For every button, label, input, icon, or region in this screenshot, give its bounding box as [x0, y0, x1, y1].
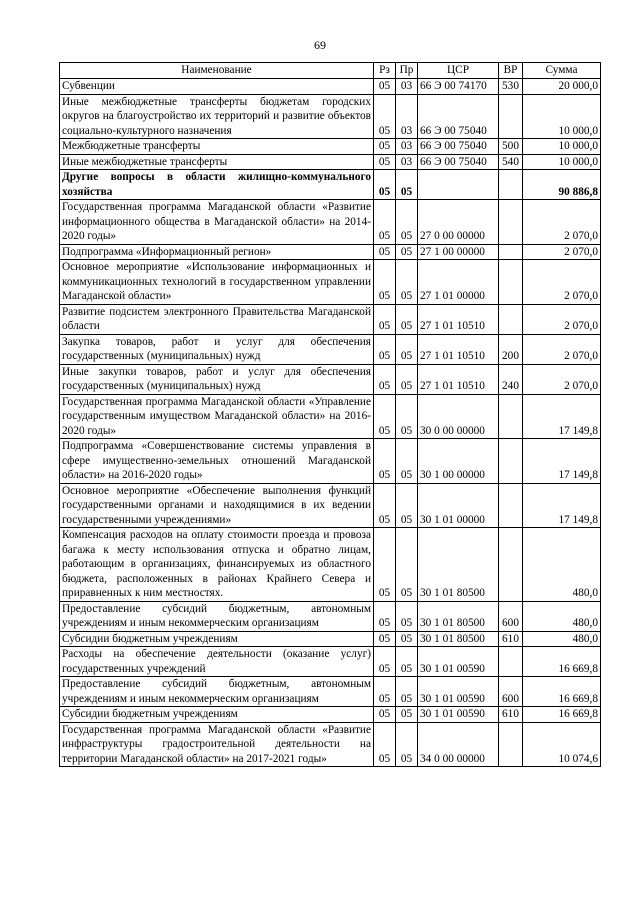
row-vr	[499, 200, 523, 245]
row-pr: 05	[396, 394, 418, 439]
row-sum: 17 149,8	[523, 439, 601, 484]
header-pr: Пр	[396, 63, 418, 79]
row-name: Государственная программа Магаданской области «Развитие информационного общества в Магаданской области» на 2014-2020 годы»	[60, 200, 374, 245]
row-csr	[418, 170, 499, 200]
row-csr: 30 1 00 00000	[418, 439, 499, 484]
header-rz: Рз	[374, 63, 396, 79]
row-pr: 03	[396, 139, 418, 155]
table-row	[60, 364, 601, 394]
row-rz: 05	[374, 601, 396, 631]
row-name: Предоставление субсидий бюджетным, автономным учреждениям и иным некоммерческим организациям	[60, 601, 374, 631]
row-sum: 16 669,8	[523, 647, 601, 677]
row-csr: 30 1 01 80500	[418, 528, 499, 602]
row-sum: 2 070,0	[523, 200, 601, 245]
row-vr	[499, 483, 523, 528]
row-vr	[499, 394, 523, 439]
row-pr: 05	[396, 260, 418, 305]
row-name: Иные закупки товаров, работ и услуг для обеспечения государственных (муниципальных) нужд	[60, 364, 374, 394]
row-sum: 90 886,8	[523, 170, 601, 200]
row-vr	[499, 244, 523, 260]
row-csr: 66 Э 00 75040	[418, 154, 499, 170]
row-vr: 500	[499, 139, 523, 155]
row-name: Субсидии бюджетным учреждениям	[60, 707, 374, 723]
table-row	[60, 439, 601, 484]
row-sum: 2 070,0	[523, 334, 601, 364]
row-name: Межбюджетные трансферты	[60, 139, 374, 155]
header-csr: ЦСР	[418, 63, 499, 79]
row-vr: 600	[499, 677, 523, 707]
row-csr: 27 0 00 00000	[418, 200, 499, 245]
row-sum: 480,0	[523, 601, 601, 631]
row-pr: 05	[396, 722, 418, 767]
row-pr: 05	[396, 528, 418, 602]
table-row	[60, 79, 601, 95]
table-row	[60, 244, 601, 260]
row-rz: 05	[374, 154, 396, 170]
row-pr: 03	[396, 94, 418, 139]
row-sum: 10 074,6	[523, 722, 601, 767]
row-rz: 05	[374, 528, 396, 602]
table-row	[60, 304, 601, 334]
row-pr: 05	[396, 170, 418, 200]
row-name: Государственная программа Магаданской области «Управление государственным имуществом Магаданской области» на 2016-2020 годы»	[60, 394, 374, 439]
row-csr: 30 0 00 00000	[418, 394, 499, 439]
budget-table	[59, 62, 601, 767]
row-pr: 05	[396, 601, 418, 631]
row-rz: 05	[374, 722, 396, 767]
row-name: Развитие подсистем электронного Правительства Магаданской области	[60, 304, 374, 334]
row-pr: 03	[396, 79, 418, 95]
row-rz: 05	[374, 631, 396, 647]
row-sum: 2 070,0	[523, 260, 601, 305]
row-pr: 03	[396, 154, 418, 170]
row-name: Государственная программа Магаданской области «Развитие инфраструктуры градостроительной деятельности на территории Магаданской области» на 2017-2021 годы»	[60, 722, 374, 767]
row-rz: 05	[374, 244, 396, 260]
row-csr: 30 1 01 00590	[418, 677, 499, 707]
table-row	[60, 601, 601, 631]
row-vr	[499, 722, 523, 767]
row-sum: 16 669,8	[523, 677, 601, 707]
row-sum: 10 000,0	[523, 139, 601, 155]
row-sum: 2 070,0	[523, 364, 601, 394]
row-name: Субсидии бюджетным учреждениям	[60, 631, 374, 647]
row-csr: 66 Э 00 75040	[418, 139, 499, 155]
row-vr	[499, 528, 523, 602]
row-name: Основное мероприятие «Обеспечение выполнения функций государственными органами и находящимися в их ведении государственными учреждениями»	[60, 483, 374, 528]
page-number: 69	[314, 38, 326, 52]
row-csr: 30 1 01 00590	[418, 707, 499, 723]
row-csr: 30 1 01 00590	[418, 647, 499, 677]
table-row	[60, 707, 601, 723]
row-csr: 27 1 01 10510	[418, 334, 499, 364]
table-row	[60, 170, 601, 200]
table-row	[60, 139, 601, 155]
row-vr: 540	[499, 154, 523, 170]
table-header-row	[60, 63, 601, 79]
row-csr: 30 1 01 00000	[418, 483, 499, 528]
table-row	[60, 631, 601, 647]
row-name: Иные межбюджетные трансферты	[60, 154, 374, 170]
row-rz: 05	[374, 260, 396, 305]
table-row	[60, 94, 601, 139]
row-pr: 05	[396, 364, 418, 394]
row-rz: 05	[374, 677, 396, 707]
header-vr: ВР	[499, 63, 523, 79]
row-pr: 05	[396, 439, 418, 484]
row-sum: 2 070,0	[523, 244, 601, 260]
row-sum: 480,0	[523, 631, 601, 647]
row-vr	[499, 439, 523, 484]
row-name: Субвенции	[60, 79, 374, 95]
row-vr: 200	[499, 334, 523, 364]
row-pr: 05	[396, 244, 418, 260]
row-rz: 05	[374, 707, 396, 723]
row-csr: 27 1 01 00000	[418, 260, 499, 305]
row-pr: 05	[396, 334, 418, 364]
row-pr: 05	[396, 647, 418, 677]
row-csr: 27 1 01 10510	[418, 364, 499, 394]
row-pr: 05	[396, 707, 418, 723]
table-body	[60, 79, 601, 767]
row-rz: 05	[374, 334, 396, 364]
row-pr: 05	[396, 304, 418, 334]
row-name: Предоставление субсидий бюджетным, автономным учреждениям и иным некоммерческим организациям	[60, 677, 374, 707]
row-vr	[499, 647, 523, 677]
row-sum: 2 070,0	[523, 304, 601, 334]
row-sum: 480,0	[523, 528, 601, 602]
row-name: Основное мероприятие «Использование информационных и коммуникационных технологий в государственном управлении Магаданской области»	[60, 260, 374, 305]
row-pr: 05	[396, 677, 418, 707]
row-csr: 66 Э 00 74170	[418, 79, 499, 95]
table-row	[60, 334, 601, 364]
row-name: Закупка товаров, работ и услуг для обеспечения государственных (муниципальных) нужд	[60, 334, 374, 364]
row-sum: 20 000,0	[523, 79, 601, 95]
row-sum: 16 669,8	[523, 707, 601, 723]
table-row	[60, 528, 601, 602]
row-vr: 600	[499, 601, 523, 631]
row-sum: 17 149,8	[523, 483, 601, 528]
row-name: Иные межбюджетные трансферты бюджетам городских округов на благоустройство их территорий и развитие объектов социально-культурного назначения	[60, 94, 374, 139]
table-row	[60, 154, 601, 170]
row-rz: 05	[374, 483, 396, 528]
table-row	[60, 722, 601, 767]
row-pr: 05	[396, 483, 418, 528]
row-rz: 05	[374, 364, 396, 394]
table-row	[60, 394, 601, 439]
row-rz: 05	[374, 79, 396, 95]
row-csr: 30 1 01 80500	[418, 601, 499, 631]
row-csr: 30 1 01 80500	[418, 631, 499, 647]
row-name: Другие вопросы в области жилищно-коммунального хозяйства	[60, 170, 374, 200]
table-row	[60, 647, 601, 677]
table-row	[60, 200, 601, 245]
row-vr	[499, 94, 523, 139]
row-sum: 17 149,8	[523, 394, 601, 439]
row-rz: 05	[374, 439, 396, 484]
table-row	[60, 260, 601, 305]
row-sum: 10 000,0	[523, 154, 601, 170]
row-rz: 05	[374, 394, 396, 439]
row-name: Компенсация расходов на оплату стоимости проезда и провоза багажа к месту использования отпуска и обратно лицам, работающим в организациях, финансируемых из областного бюджета, расположенных в районах Крайнего Севера и приравненных к ним местностях.	[60, 528, 374, 602]
row-sum: 10 000,0	[523, 94, 601, 139]
row-vr: 530	[499, 79, 523, 95]
row-rz: 05	[374, 647, 396, 677]
row-pr: 05	[396, 631, 418, 647]
row-vr	[499, 170, 523, 200]
row-rz: 05	[374, 139, 396, 155]
row-rz: 05	[374, 200, 396, 245]
row-csr: 27 1 01 10510	[418, 304, 499, 334]
row-pr: 05	[396, 200, 418, 245]
row-csr: 66 Э 00 75040	[418, 94, 499, 139]
row-vr	[499, 260, 523, 305]
row-name: Подпрограмма «Информационный регион»	[60, 244, 374, 260]
row-vr	[499, 304, 523, 334]
row-rz: 05	[374, 170, 396, 200]
row-name: Расходы на обеспечение деятельности (оказание услуг) государственных учреждений	[60, 647, 374, 677]
row-csr: 27 1 00 00000	[418, 244, 499, 260]
row-vr: 610	[499, 707, 523, 723]
row-rz: 05	[374, 94, 396, 139]
row-csr: 34 0 00 00000	[418, 722, 499, 767]
row-vr: 610	[499, 631, 523, 647]
row-name: Подпрограмма «Совершенствование системы управления в сфере имущественно-земельных отношений Магаданской области» на 2016-2020 годы»	[60, 439, 374, 484]
table-row	[60, 677, 601, 707]
row-rz: 05	[374, 304, 396, 334]
table-row	[60, 483, 601, 528]
row-vr: 240	[499, 364, 523, 394]
header-name: Наименование	[60, 63, 374, 79]
header-sum: Сумма	[523, 63, 601, 79]
